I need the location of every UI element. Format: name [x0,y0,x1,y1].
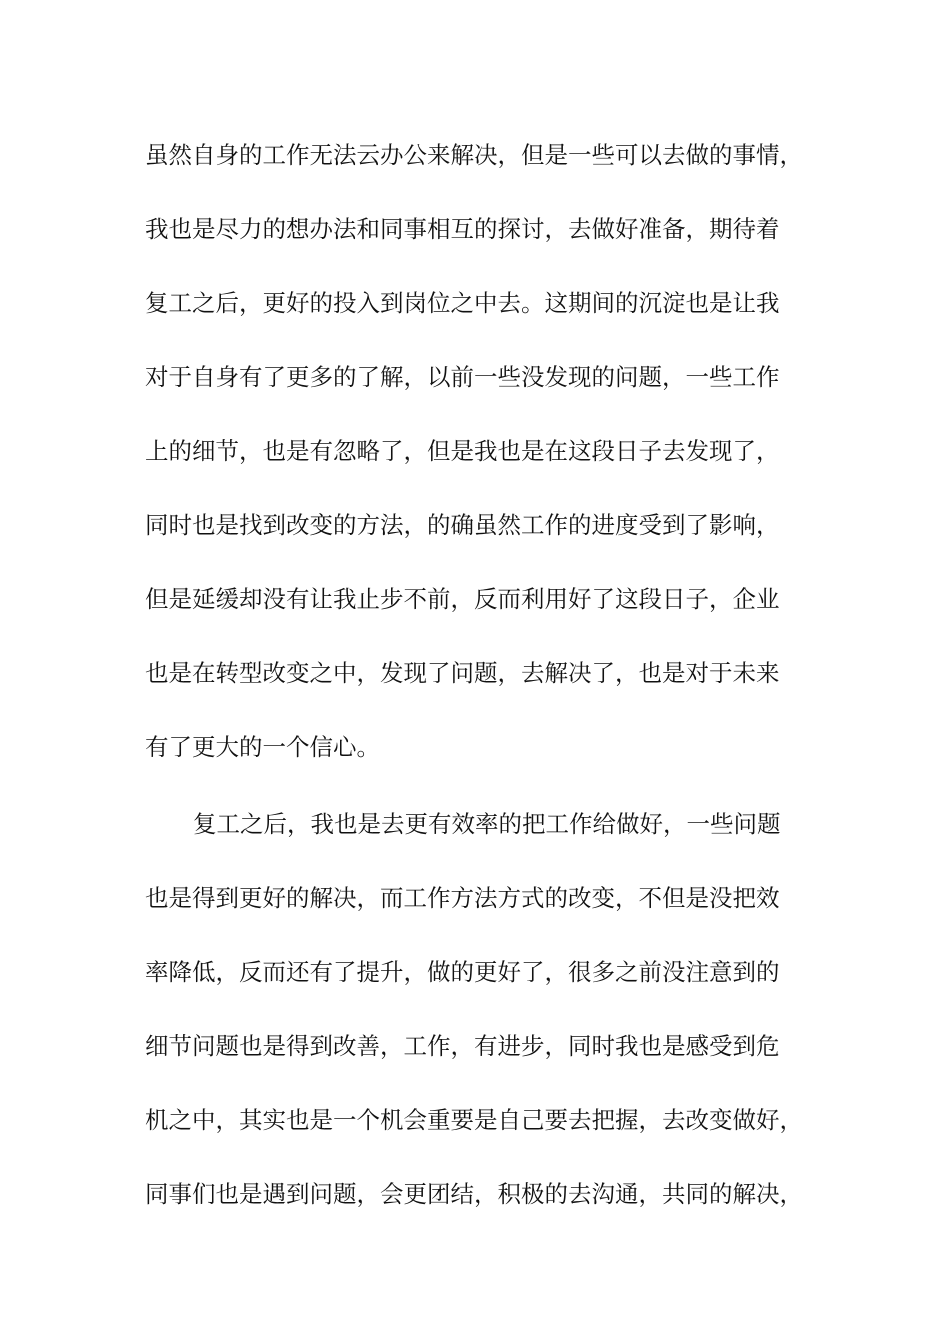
text-line: 有了更大的一个信心。 [145,733,380,761]
text-line: 率降低，反而还有了提升，做的更好了，很多之前没注意到的 [145,958,780,986]
text-line: 复工之后，更好的投入到岗位之中去。这期间的沉淀也是让我 [145,289,780,317]
text-line: 也是在转型改变之中，发现了问题，去解决了，也是对于未来 [145,659,780,687]
text-line: 同时也是找到改变的方法，的确虽然工作的进度受到了影响， [145,511,780,539]
text-line: 但是延缓却没有让我止步不前，反而利用好了这段日子，企业 [145,585,780,613]
text-line: 上的细节，也是有忽略了，但是我也是在这段日子去发现了， [145,437,780,465]
text-line: 也是得到更好的解决，而工作方法方式的改变，不但是没把效 [145,884,780,912]
text-line: 复工之后，我也是去更有效率的把工作给做好，一些问题 [193,810,781,838]
text-line: 细节问题也是得到改善，工作，有进步，同时我也是感受到危 [145,1032,780,1060]
text-line: 对于自身有了更多的了解，以前一些没发现的问题，一些工作 [145,363,780,391]
text-line: 虽然自身的工作无法云办公来解决，但是一些可以去做的事情， [145,141,803,169]
text-line: 同事们也是遇到问题，会更团结，积极的去沟通，共同的解决， [145,1180,803,1208]
text-line: 机之中，其实也是一个机会重要是自己要去把握，去改变做好， [145,1106,803,1134]
text-line: 我也是尽力的想办法和同事相互的探讨，去做好准备，期待着 [145,215,780,243]
